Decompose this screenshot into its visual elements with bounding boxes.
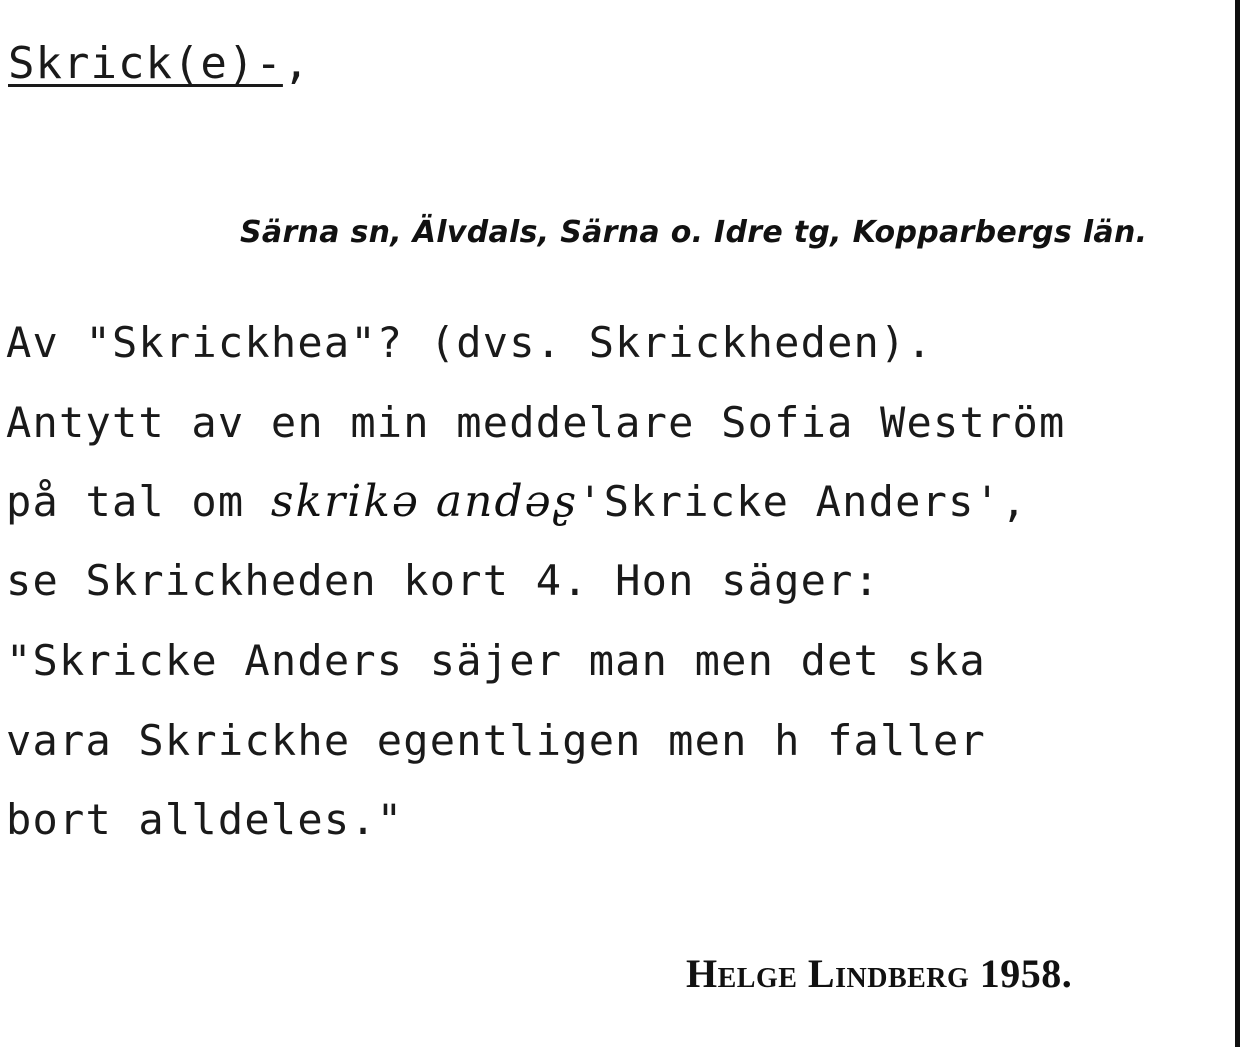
body-line-3-suffix: 'Skricke Anders', [577,477,1028,526]
card-edge-line [1235,0,1240,1047]
body-line-4: se Skrickheden kort 4. Hon säger: [6,556,881,605]
handwritten-phonetic: skrikə andəʂ [270,476,578,527]
body-line-6: vara Skrickhe egentligen men h faller [6,716,986,765]
body-line-3 [6,476,1028,527]
body-line-3-prefix: på tal om [6,477,271,526]
headword-main: Skrick(e)- [8,38,283,89]
body-line-5: "Skricke Anders säjer man men det ska [6,636,986,685]
body-line-7: bort alldeles." [6,795,404,844]
signature: Helge Lindberg 1958. [686,951,1073,996]
headword-tail: , [282,38,311,89]
locality-line: Särna sn, Älvdals, Särna o. Idre tg, Kopparbergs län. [240,215,1148,250]
headword [8,38,310,89]
body-line-2: Antytt av en min meddelare Sofia Weström [6,398,1066,447]
body-line-1: Av "Skrickhea"? (dvs. Skrickheden). [6,318,934,367]
